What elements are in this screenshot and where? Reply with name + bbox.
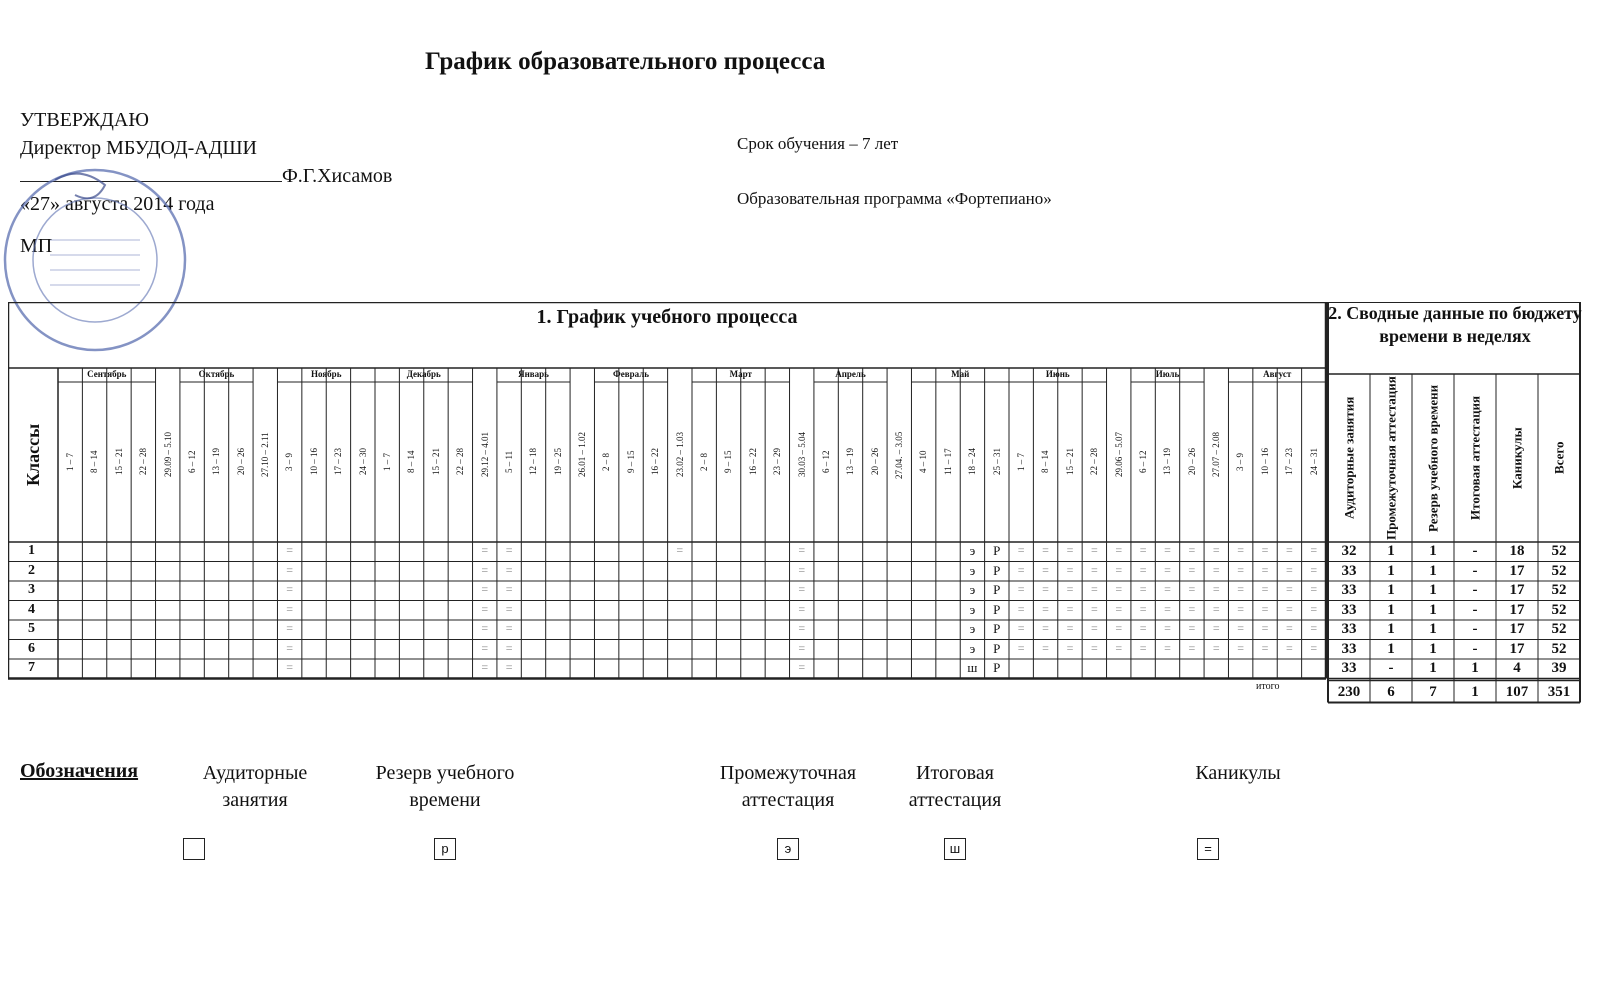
week-label: 20 – 26 (869, 448, 880, 476)
holiday-mark: = (1139, 640, 1147, 655)
summary-value: 33 (1341, 582, 1357, 598)
holiday-mark: = (1212, 562, 1220, 577)
week-label: 10 – 16 (308, 448, 319, 476)
attestation-mark: э (969, 543, 976, 558)
legend-label-line1: Промежуточная (719, 762, 857, 784)
summary-header: Итоговая аттестация (1467, 395, 1483, 521)
holiday-mark: = (1310, 543, 1318, 557)
schedule-table (8, 302, 1582, 716)
section-2-title: 2. Сводные данные по бюджету времени в неделях (1328, 303, 1582, 346)
holiday-mark: = (1115, 562, 1123, 577)
summary-value: 1 (1387, 543, 1395, 559)
holiday-mark: = (1212, 582, 1220, 596)
holiday-mark: = (1042, 562, 1049, 577)
week-label: 22 – 28 (138, 448, 149, 476)
week-label: 1 – 7 (1016, 453, 1026, 471)
holiday-mark: = (1066, 582, 1074, 596)
summary-value: 17 (1509, 582, 1525, 598)
week-label: 3 – 9 (1235, 453, 1246, 471)
summary-value: - (1388, 660, 1394, 676)
holiday-mark: = (1286, 562, 1293, 577)
holiday-mark: = (1115, 601, 1123, 616)
holiday-mark: = (481, 621, 489, 635)
approval-date: «27» августа 2014 года (20, 193, 215, 215)
holiday-mark: = (1066, 543, 1074, 557)
week-label: 6 – 12 (1137, 450, 1148, 474)
holiday-mark: = (1188, 640, 1196, 655)
holiday-mark: = (1188, 543, 1196, 557)
holiday-mark: = (1261, 582, 1269, 596)
summary-value: 52 (1551, 543, 1567, 559)
approve-heading: УТВЕРЖДАЮ (20, 109, 149, 131)
holiday-mark: = (1090, 640, 1098, 655)
holiday-mark: = (1237, 621, 1245, 635)
summary-value: 52 (1551, 562, 1567, 579)
holiday-mark: = (1164, 582, 1171, 596)
holiday-mark: = (505, 601, 513, 616)
summary-value: - (1472, 640, 1478, 657)
month-label: Сентябрь (87, 369, 127, 379)
week-label: 29.12 – 4.01 (479, 432, 490, 478)
holiday-mark: = (1017, 640, 1025, 655)
total-value: 7 (1429, 683, 1437, 700)
holiday-mark: = (1261, 621, 1269, 635)
week-label: 2 – 8 (699, 453, 709, 471)
holiday-mark: = (1139, 543, 1147, 557)
summary-value: 1 (1387, 621, 1395, 637)
row-class-label: 1 (28, 543, 35, 558)
summary-value: - (1472, 621, 1478, 637)
holiday-mark: = (1042, 621, 1049, 635)
week-label: 18 – 24 (967, 448, 978, 476)
row-class-label: 7 (28, 660, 35, 675)
holiday-mark: = (1017, 601, 1025, 616)
holiday-mark: = (1286, 621, 1293, 635)
total-value: 351 (1547, 683, 1571, 700)
legend-item-label (698, 760, 878, 814)
month-label: Апрель (835, 369, 866, 379)
holiday-mark: = (481, 660, 489, 674)
legend-item-label (1148, 760, 1328, 787)
summary-value: 4 (1513, 660, 1521, 676)
holiday-mark: = (1115, 621, 1123, 635)
legend-symbol: = (1197, 838, 1219, 860)
holiday-mark: = (1090, 601, 1098, 616)
holiday-mark: = (1115, 543, 1123, 557)
holiday-mark: = (798, 640, 806, 655)
week-label: 17 – 23 (1284, 448, 1295, 476)
reserve-mark: Р (993, 621, 1001, 636)
month-label: Февраль (613, 369, 650, 379)
week-label: 24 – 31 (1308, 448, 1319, 476)
holiday-mark: = (286, 640, 294, 655)
holiday-mark: = (1017, 582, 1025, 596)
legend-label-line2: аттестация (741, 789, 835, 811)
week-label: 26.01 – 1.02 (577, 432, 588, 478)
row-class-label: 2 (28, 562, 35, 578)
holiday-mark: = (1164, 640, 1171, 655)
page-title: График образовательного процесса (425, 48, 826, 75)
legend-label-line1: Резерв учебного (375, 762, 515, 784)
holiday-mark: = (1090, 582, 1098, 596)
holiday-mark: = (1017, 621, 1025, 635)
week-label: 24 – 30 (357, 448, 368, 476)
director-title: Директор МБУДОД-АДШИ (20, 137, 257, 159)
attestation-mark: ш (967, 660, 978, 675)
month-label: Июль (1155, 369, 1180, 379)
month-label: Август (1263, 369, 1292, 379)
holiday-mark: = (505, 562, 513, 577)
week-label: 29.09 – 5.10 (162, 432, 173, 478)
holiday-mark: = (1310, 640, 1318, 655)
holiday-mark: = (505, 660, 513, 674)
holiday-mark: = (1164, 543, 1171, 557)
holiday-mark: = (1115, 582, 1123, 596)
legend-item-label (165, 760, 345, 814)
holiday-mark: = (1310, 621, 1318, 635)
week-label: 27.10 – 2.11 (260, 432, 271, 478)
holiday-mark: = (286, 621, 294, 635)
holiday-mark: = (1164, 621, 1171, 635)
holiday-mark: = (798, 543, 806, 557)
week-label: 8 – 14 (1040, 450, 1051, 474)
attestation-mark: э (969, 601, 976, 617)
holiday-mark: = (1066, 562, 1074, 577)
reserve-mark: Р (993, 543, 1001, 558)
summary-value: 1 (1429, 621, 1437, 637)
holiday-mark: = (1188, 582, 1196, 596)
total-label: итого (1256, 680, 1280, 692)
summary-value: 52 (1551, 582, 1567, 598)
holiday-mark: = (1212, 543, 1220, 557)
holiday-mark: = (1139, 621, 1147, 635)
total-value: 230 (1337, 683, 1361, 700)
holiday-mark: = (1237, 562, 1245, 577)
holiday-mark: = (1139, 582, 1147, 596)
holiday-mark: = (1042, 640, 1049, 655)
holiday-mark: = (1237, 582, 1245, 596)
summary-value: 33 (1341, 562, 1357, 579)
summary-header: Промежуточная аттестация (1383, 376, 1399, 540)
week-label: 23 – 29 (772, 448, 783, 476)
attestation-mark: э (969, 640, 976, 656)
week-label: 15 – 21 (113, 448, 124, 476)
week-label: 19 – 25 (552, 448, 563, 476)
week-label: 6 – 12 (820, 450, 831, 474)
holiday-mark: = (1017, 562, 1025, 577)
month-label: Январь (518, 369, 549, 379)
attestation-mark: э (969, 621, 976, 636)
summary-value: 1 (1387, 640, 1395, 657)
legend-label-line2: аттестация (908, 789, 1002, 811)
week-label: 16 – 22 (650, 448, 661, 476)
reserve-mark: Р (993, 582, 1001, 597)
legend-label-line1: Каникулы (1195, 762, 1281, 784)
summary-value: - (1472, 562, 1478, 579)
summary-header: Каникулы (1509, 427, 1525, 489)
holiday-mark: = (798, 562, 806, 577)
education-program: Образовательная программа «Фортепиано» (737, 189, 1052, 208)
month-label: Ноябрь (310, 369, 342, 379)
week-label: 22 – 28 (1089, 448, 1100, 476)
holiday-mark: = (286, 543, 294, 557)
holiday-mark: = (1164, 562, 1171, 577)
holiday-mark: = (676, 543, 684, 557)
legend-label-line1: Аудиторные (202, 762, 308, 784)
summary-value: 33 (1341, 640, 1357, 657)
holiday-mark: = (1310, 562, 1318, 577)
week-label: 8 – 14 (89, 450, 100, 474)
holiday-mark: = (286, 562, 294, 577)
summary-value: 33 (1341, 621, 1357, 637)
holiday-mark: = (1090, 621, 1098, 635)
section-1-title: 1. График учебного процесса (536, 306, 798, 328)
holiday-mark: = (1188, 621, 1196, 635)
legend-symbol: р (434, 838, 456, 860)
holiday-mark: = (1212, 640, 1220, 655)
week-label: 1 – 7 (65, 453, 75, 471)
summary-value: 39 (1551, 660, 1567, 676)
week-label: 15 – 21 (1064, 448, 1075, 476)
reserve-mark: Р (993, 640, 1001, 656)
summary-value: 1 (1429, 562, 1437, 579)
legend-item-label (865, 760, 1045, 814)
class-header: Классы (23, 423, 43, 487)
week-label: 13 – 19 (1162, 448, 1173, 476)
month-label: Июнь (1045, 369, 1070, 379)
month-label: Май (951, 369, 970, 379)
holiday-mark: = (1286, 601, 1293, 616)
week-label: 15 – 21 (430, 448, 441, 476)
summary-value: 1 (1429, 582, 1437, 598)
holiday-mark: = (1139, 601, 1147, 616)
legend-symbol (183, 838, 205, 860)
legend-symbol: э (777, 838, 799, 860)
total-value: 107 (1505, 683, 1529, 700)
summary-value: 32 (1341, 543, 1357, 559)
week-label: 16 – 22 (747, 448, 758, 476)
week-label: 23.02 – 1.03 (674, 432, 685, 478)
holiday-mark: = (505, 640, 513, 655)
holiday-mark: = (798, 582, 806, 596)
holiday-mark: = (1237, 543, 1245, 557)
summary-value: 52 (1551, 640, 1567, 657)
week-label: 3 – 9 (284, 453, 295, 471)
row-class-label: 5 (28, 621, 35, 636)
summary-value: 33 (1341, 660, 1357, 676)
week-label: 8 – 14 (406, 450, 417, 474)
holiday-mark: = (286, 660, 294, 674)
week-label: 20 – 26 (1186, 448, 1197, 476)
week-label: 17 – 23 (333, 448, 344, 476)
legend-label-line2: времени (409, 789, 481, 811)
summary-value: 1 (1429, 601, 1437, 618)
week-label: 2 – 8 (601, 453, 612, 471)
holiday-mark: = (1261, 543, 1269, 557)
holiday-mark: = (1212, 601, 1220, 616)
holiday-mark: = (798, 601, 806, 616)
holiday-mark: = (1115, 640, 1123, 655)
holiday-mark: = (1017, 543, 1025, 557)
holiday-mark: = (1139, 562, 1147, 577)
row-class-label: 3 (28, 582, 35, 597)
summary-value: 1 (1429, 640, 1437, 657)
summary-header: Аудиторные занятия (1341, 396, 1357, 520)
legend-symbol: ш (944, 838, 966, 860)
week-label: 12 – 18 (528, 448, 539, 476)
holiday-mark: = (1286, 582, 1293, 596)
holiday-mark: = (1261, 601, 1269, 616)
summary-value: 1 (1429, 660, 1437, 676)
holiday-mark: = (481, 601, 489, 616)
legend-label-line1: Итоговая (916, 762, 994, 784)
summary-value: - (1472, 582, 1478, 598)
holiday-mark: = (1286, 543, 1293, 557)
week-label: 9 – 15 (723, 450, 734, 474)
signer-name: Ф.Г.Хисамов (282, 165, 393, 187)
week-label: 25 – 31 (991, 448, 1002, 476)
summary-value: 1 (1387, 562, 1395, 579)
row-class-label: 6 (28, 640, 35, 656)
holiday-mark: = (1237, 601, 1245, 616)
summary-value: 1 (1471, 660, 1479, 676)
holiday-mark: = (1090, 562, 1098, 577)
summary-value: 52 (1551, 621, 1567, 637)
summary-value: 18 (1509, 543, 1525, 559)
holiday-mark: = (481, 582, 489, 596)
total-value: 1 (1471, 683, 1479, 700)
holiday-mark: = (481, 640, 489, 655)
summary-value: 1 (1387, 582, 1395, 598)
week-label: 11 – 17 (942, 448, 953, 476)
week-label: 4 – 10 (918, 450, 929, 474)
holiday-mark: = (505, 543, 513, 557)
week-label: 1 – 7 (382, 453, 392, 471)
week-label: 6 – 12 (186, 450, 197, 474)
legend-label-line2: занятия (222, 789, 288, 811)
holiday-mark: = (1286, 640, 1293, 655)
summary-value: 33 (1341, 601, 1357, 618)
week-label: 13 – 19 (845, 448, 856, 476)
week-label: 27.07 – 2.08 (1211, 432, 1222, 478)
holiday-mark: = (481, 543, 489, 557)
holiday-mark: = (1237, 640, 1245, 655)
attestation-mark: э (969, 562, 976, 578)
holiday-mark: = (798, 621, 806, 635)
holiday-mark: = (1188, 562, 1196, 577)
holiday-mark: = (1042, 582, 1049, 596)
month-label: Октябрь (198, 369, 235, 379)
holiday-mark: = (1188, 601, 1196, 616)
holiday-mark: = (798, 660, 806, 674)
summary-value: 17 (1509, 601, 1525, 618)
week-label: 9 – 15 (625, 450, 636, 474)
holiday-mark: = (1066, 601, 1074, 616)
holiday-mark: = (1310, 601, 1318, 616)
study-term: Срок обучения – 7 лет (737, 134, 899, 153)
holiday-mark: = (1066, 640, 1074, 655)
seal-label: МП (20, 235, 53, 257)
holiday-mark: = (1310, 582, 1318, 596)
row-class-label: 4 (28, 601, 35, 617)
legend-item-label (355, 760, 535, 814)
summary-value: - (1472, 601, 1478, 618)
holiday-mark: = (505, 621, 513, 635)
month-label: Март (729, 369, 752, 379)
week-label: 13 – 19 (211, 448, 222, 476)
month-label: Декабрь (406, 369, 441, 379)
summary-value: 1 (1429, 543, 1437, 559)
reserve-mark: Р (993, 660, 1001, 675)
summary-value: 17 (1509, 621, 1525, 637)
reserve-mark: Р (993, 562, 1001, 578)
reserve-mark: Р (993, 601, 1001, 617)
total-value: 6 (1387, 683, 1395, 700)
holiday-mark: = (1042, 601, 1049, 616)
holiday-mark: = (1212, 621, 1220, 635)
holiday-mark: = (505, 582, 513, 596)
holiday-mark: = (481, 562, 489, 577)
summary-value: 1 (1387, 601, 1395, 618)
summary-header: Всего (1551, 441, 1567, 475)
holiday-mark: = (1261, 640, 1269, 655)
attestation-mark: э (969, 582, 976, 597)
holiday-mark: = (1042, 543, 1049, 557)
holiday-mark: = (1261, 562, 1269, 577)
week-label: 10 – 16 (1259, 448, 1270, 476)
holiday-mark: = (1066, 621, 1074, 635)
week-label: 22 – 28 (455, 448, 466, 476)
holiday-mark: = (286, 601, 294, 616)
holiday-mark: = (1090, 543, 1098, 557)
week-label: 20 – 26 (235, 448, 246, 476)
holiday-mark: = (1164, 601, 1171, 616)
week-label: 5 – 11 (503, 450, 514, 474)
summary-header: Резерв учебного времени (1425, 384, 1441, 532)
summary-value: - (1472, 543, 1478, 559)
week-label: 30.03 – 5.04 (796, 432, 807, 478)
week-label: 27.04. – 3.05 (894, 431, 905, 479)
summary-value: 52 (1551, 601, 1567, 618)
week-label: 29.06 – 5.07 (1113, 432, 1124, 478)
summary-value: 17 (1509, 562, 1525, 579)
holiday-mark: = (286, 582, 294, 596)
legend-title: Обозначения (20, 760, 139, 782)
summary-value: 17 (1509, 640, 1525, 657)
